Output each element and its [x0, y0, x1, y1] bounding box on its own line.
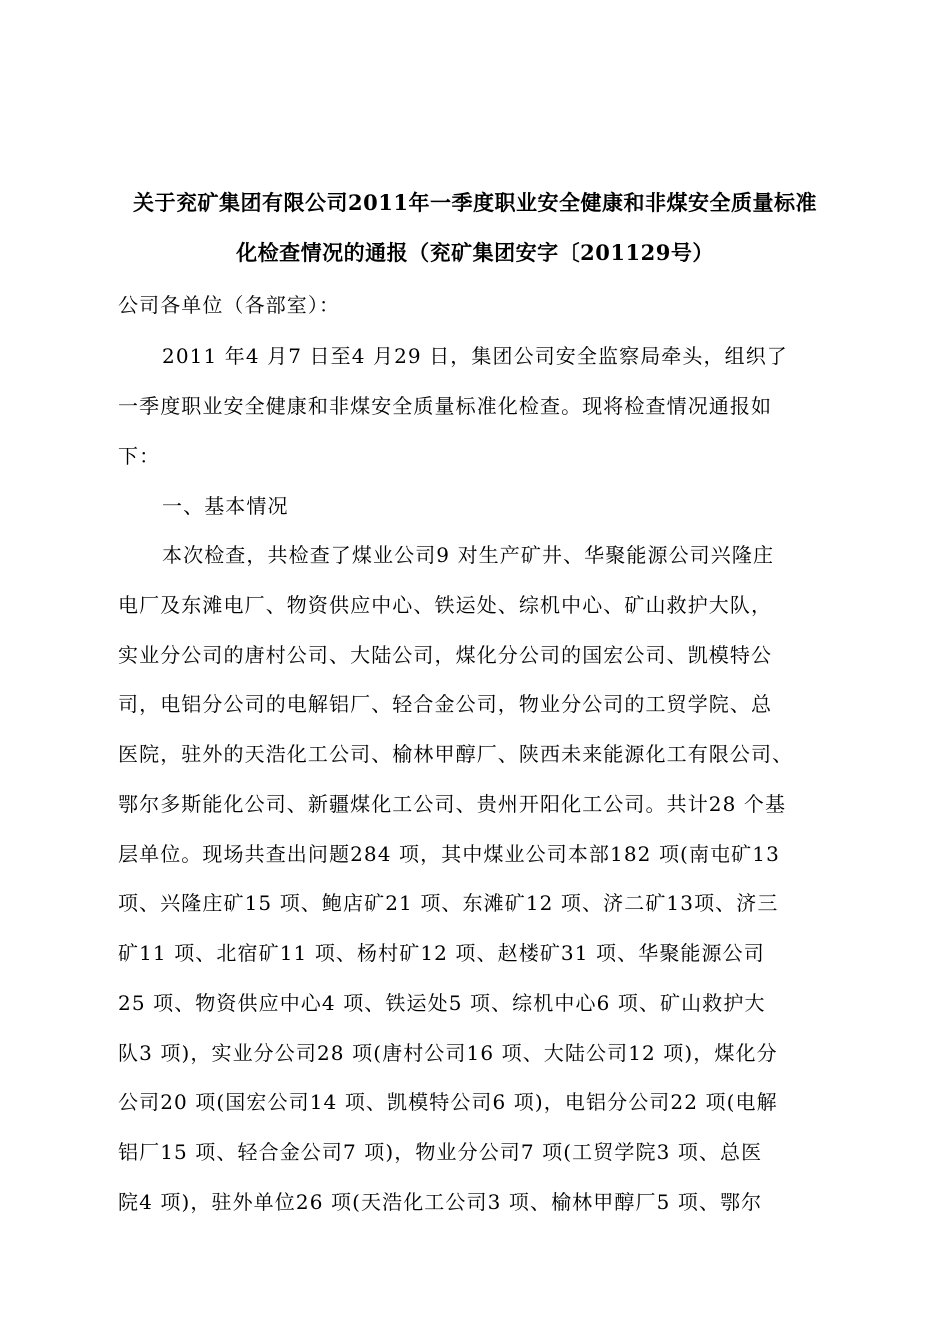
body-line: 鄂尔多斯能化公司、新疆煤化工公司、贵州开阳化工公司。共计28 个基 — [118, 792, 787, 816]
body-line: 院4 项)，驻外单位26 项(天浩化工公司3 项、榆林甲醇厂5 项、鄂尔 — [118, 1190, 763, 1214]
body-line: 铝厂15 项、轻合金公司7 项)，物业分公司7 项(工贸学院3 项、总医 — [118, 1140, 763, 1164]
body-line: 项、兴隆庄矿15 项、鲍店矿21 项、东滩矿12 项、济二矿13项、济三 — [118, 891, 779, 915]
body-line: 公司20 项(国宏公司14 项、凯模特公司6 项)，电铝分公司22 项(电解 — [118, 1090, 778, 1114]
body-line: 队3 项)，实业分公司28 项(唐村公司16 项、大陆公司12 项)，煤化分 — [118, 1041, 778, 1065]
body-line: 医院，驻外的天浩化工公司、榆林甲醇厂、陕西未来能源化工有限公司、 — [118, 742, 794, 766]
body-line: 司，电铝分公司的电解铝厂、轻合金公司，物业分公司的工贸学院、总 — [118, 692, 773, 716]
body-line: 层单位。现场共查出问题284 项，其中煤业公司本部182 项(南屯矿13 — [118, 842, 780, 866]
intro-line: 下： — [118, 444, 161, 468]
salutation: 公司各单位（各部室）： — [118, 293, 341, 317]
intro-line: 一季度职业安全健康和非煤安全质量标准化检查。现将检查情况通报如 — [118, 394, 773, 418]
body-line: 电厂及东滩电厂、物资供应中心、铁运处、综机中心、矿山救护大队， — [118, 593, 773, 617]
body-line: 矿11 项、北宿矿11 项、杨村矿12 项、赵楼矿31 项、华聚能源公司 — [118, 941, 765, 965]
body-line: 25 项、物资供应中心4 项、铁运处5 项、综机中心6 项、矿山救护大 — [118, 991, 766, 1015]
section-heading: 一、基本情况 — [162, 494, 289, 518]
document-title-line-2: 化检查情况的通报（兖矿集团安字〔201129号） — [236, 240, 714, 265]
document-title-line-1: 关于兖矿集团有限公司2011年一季度职业安全健康和非煤安全质量标准 — [133, 190, 817, 215]
intro-line: 2011 年4 月7 日至4 月29 日，集团公司安全监察局牵头，组织了 — [162, 344, 788, 368]
body-line: 实业分公司的唐村公司、大陆公司，煤化分公司的国宏公司、凯模特公 — [118, 643, 773, 667]
body-line: 本次检查，共检查了煤业公司9 对生产矿井、华聚能源公司兴隆庄 — [162, 543, 775, 567]
